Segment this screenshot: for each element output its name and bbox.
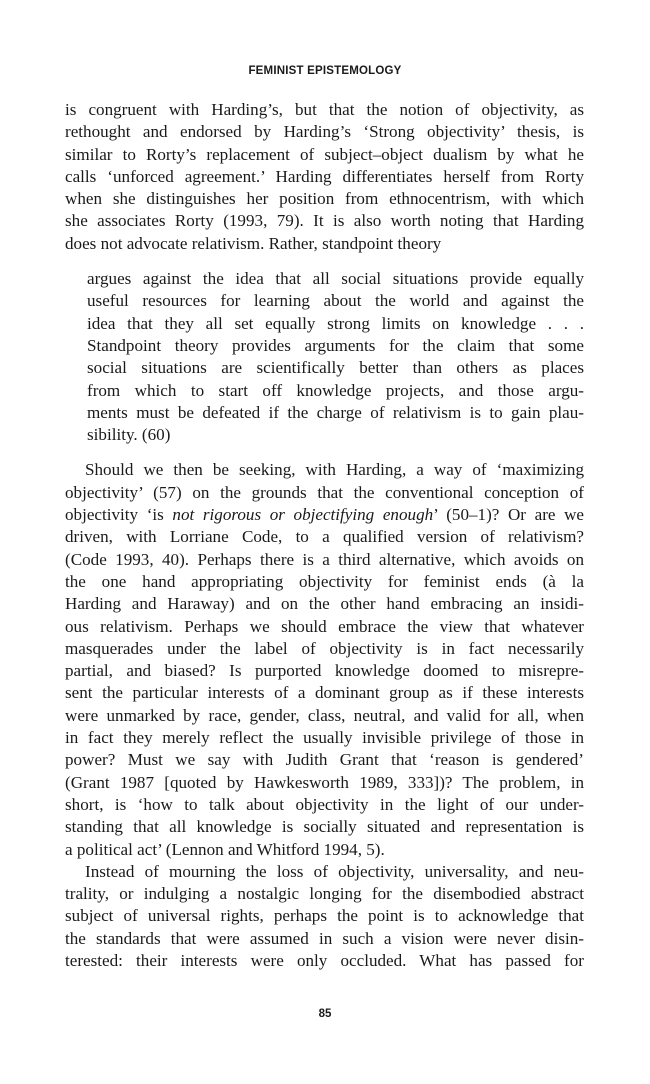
- text-run: ’ (50–1)? Or are we: [433, 505, 585, 525]
- text-line: sent the particular interests of a dominant group as if these interests: [65, 683, 584, 703]
- text-line: similar to Rorty’s replacement of subject–object dualism by what he: [65, 144, 584, 164]
- italic-phrase: not rigorous or objectifying enough: [172, 505, 434, 525]
- text-line: short, is ‘how to talk about objectivity in the light of our under-: [65, 794, 584, 814]
- text-line: ous relativism. Perhaps we should embrace the view that whatever: [65, 616, 584, 636]
- text-line: objectivity’ (57) on the grounds that the conventional conception of: [65, 482, 584, 502]
- text-line: the one hand appropriating objectivity for feminist ends (à la: [65, 571, 584, 591]
- running-head: FEMINIST EPISTEMOLOGY: [248, 65, 402, 77]
- text-line: Should we then be seeking, with Harding, a way of ‘maximizing: [85, 460, 584, 480]
- text-line: were unmarked by race, gender, class, neutral, and valid for all, when: [65, 705, 584, 725]
- text-line: is congruent with Harding’s, but that the notion of objectivity, as: [65, 100, 584, 119]
- text-line: she associates Rorty (1993, 79). It is also worth noting that Harding: [65, 211, 584, 231]
- quote-line: social situations are scientifically better than others as places: [87, 358, 584, 378]
- quote-line: useful resources for learning about the world and against the: [87, 291, 584, 311]
- text-line: (Grant 1987 [quoted by Hawkesworth 1989, 333])? The problem, in: [65, 772, 584, 792]
- quote-line: sibility. (60): [87, 425, 171, 445]
- text-line: terested: their interests were only occluded. What has passed for: [65, 950, 584, 970]
- text-line: power? Must we say with Judith Grant that ‘reason is gendered’: [65, 750, 584, 770]
- text-line: when she distinguishes her position from ethnocentrism, with which: [65, 189, 584, 209]
- text-line: driven, with Lorriane Code, to a qualified version of relativism?: [65, 527, 584, 547]
- text-line: Instead of mourning the loss of objectivity, universality, and neu-: [85, 861, 584, 881]
- quote-line: ments must be defeated if the charge of relativism is to gain plau-: [87, 402, 584, 422]
- text-line: a political act’ (Lennon and Whitford 1994, 5).: [65, 839, 385, 859]
- page-number: 85: [318, 1008, 332, 1020]
- text-line: standing that all knowledge is socially situated and representation is: [65, 817, 584, 837]
- text-line: [65, 504, 584, 526]
- quote-line: Standpoint theory provides arguments for the claim that some: [87, 335, 584, 355]
- text-line: in fact they merely reflect the usually invisible privilege of those in: [65, 728, 584, 748]
- paragraph-1: [65, 99, 584, 255]
- paragraph-2: [65, 459, 584, 860]
- text-line: calls ‘unforced agreement.’ Harding differentiates herself from Rorty: [65, 166, 584, 186]
- block-quote: [65, 268, 584, 446]
- page-body: [65, 99, 584, 972]
- text-line: Harding and Haraway) and on the other hand embracing an insidi-: [65, 594, 584, 614]
- text-line: subject of universal rights, perhaps the point is to acknowledge that: [65, 906, 584, 926]
- text-line: the standards that were assumed in such a vision were never disin-: [65, 928, 584, 948]
- text-line: partial, and biased? Is purported knowledge doomed to misrepre-: [65, 661, 584, 681]
- quote-line: from which to start off knowledge projects, and those argu-: [87, 380, 584, 400]
- quote-line: argues against the idea that all social situations provide equally: [87, 269, 584, 289]
- quote-line: idea that they all set equally strong limits on knowledge . . .: [87, 313, 584, 333]
- text-line: (Code 1993, 40). Perhaps there is a third alternative, which avoids on: [65, 549, 584, 569]
- text-run: objectivity ‘is: [65, 505, 173, 525]
- text-line: masquerades under the label of objectivity is in fact necessarily: [65, 638, 584, 658]
- text-line: does not advocate relativism. Rather, standpoint theory: [65, 233, 442, 253]
- text-line: rethought and endorsed by Harding’s ‘Strong objectivity’ thesis, is: [65, 122, 584, 142]
- paragraph-3: [65, 861, 584, 972]
- text-line: trality, or indulging a nostalgic longing for the disembodied abstract: [65, 884, 584, 904]
